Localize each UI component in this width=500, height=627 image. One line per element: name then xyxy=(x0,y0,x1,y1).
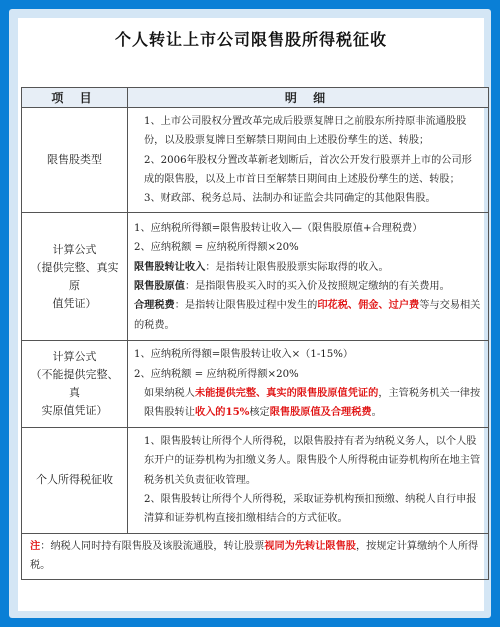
definition-text: ：是指转让限售股股票实际取得的收入。 xyxy=(205,261,389,273)
row-label-formula-with-proof xyxy=(22,213,128,341)
highlight-text: 未能提供完整、真实的限售股原值凭证的 xyxy=(194,387,379,400)
highlight-text: 限售股原值及合理税费 xyxy=(269,406,372,419)
formula-line: 1、应纳税所得额=限售股转让收入—（限售股原值+合理税费） xyxy=(134,223,423,235)
definition-line xyxy=(134,258,482,277)
table-row xyxy=(22,108,489,213)
page-title: 个人转让上市公司限售股所得税征收 xyxy=(114,29,387,49)
definition-term: 限售股转让收入 xyxy=(134,260,206,273)
row-label-restricted-type: 限售股类型 xyxy=(22,108,128,213)
row-label-formula-without-proof xyxy=(22,341,128,427)
row-label-tax-collection: 个人所得税征收 xyxy=(22,427,128,533)
tax-table xyxy=(21,87,489,580)
label-line: 实原值凭证） xyxy=(41,404,108,418)
list-item: 1、限售股转让所得个人所得税，以限售股持有者为纳税义务人，以个人股东开户的证券机构为扣缴义务人。限售股个人所得税由证券机构所在地主管税务机关负责征收管理。 xyxy=(144,435,481,486)
row-content xyxy=(128,341,489,427)
label-line: 计算公式 xyxy=(52,350,97,364)
list-item: 2、限售股转让所得个人所得税，采取证券机构预扣预缴、纳税人自行申报清算和证券机构直接扣缴相结合的方式征收。 xyxy=(144,493,477,525)
header-item: 项 目 xyxy=(22,88,128,108)
formula-line: 2、应纳税额 = 应纳税所得额×20% xyxy=(134,242,299,254)
label-line: （不能提供完整、真 xyxy=(30,368,119,400)
row-content xyxy=(128,213,489,341)
note-text: ，按规定计算缴纳个人所得税。 xyxy=(30,540,479,572)
row-content xyxy=(128,108,489,213)
row-content xyxy=(128,427,489,533)
table-row xyxy=(22,427,489,533)
header-detail: 明 细 xyxy=(128,88,489,108)
table-row xyxy=(22,341,489,427)
note-text: ：纳税人同时持有限售股及该股流通股，转让股票 xyxy=(40,540,265,552)
note-row xyxy=(22,533,489,579)
label-line: （提供完整、真实原 xyxy=(30,260,119,292)
definition-text: 等与交易相关的税费。 xyxy=(134,300,481,331)
rule-text: 。 xyxy=(371,407,382,419)
rule-text: ，主管税务机关一律按限售股转让 xyxy=(144,388,481,419)
note-prefix: 注 xyxy=(30,539,41,552)
definition-line xyxy=(134,277,482,296)
highlight-text: 收入的15% xyxy=(194,406,250,419)
table-row xyxy=(22,213,489,341)
table-header-row xyxy=(22,88,489,108)
definition-text: ：是指限售股买入时的买入价及按照规定缴纳的有关费用。 xyxy=(184,280,450,292)
rule-text: 如果纳税人 xyxy=(144,388,195,400)
note-cell xyxy=(22,533,489,579)
formula-line: 1、应纳税所得额=限售股转让收入×（1-15%） xyxy=(134,349,354,361)
definition-term: 限售股原值 xyxy=(134,279,185,292)
rule-text: 核定 xyxy=(249,407,270,419)
highlight-text: 印花税、佣金、过户费 xyxy=(317,299,420,312)
note-highlight: 视同为先转让限售股 xyxy=(264,539,356,552)
definition-term: 合理税费 xyxy=(134,299,175,312)
definition-line xyxy=(134,296,482,335)
label-line: 计算公式 xyxy=(52,242,97,256)
list-item: 1、上市公司股权分置改革完成后股票复牌日之前股东所持原非流通股股份，以及股票复牌日至解禁日期间由上述股份孳生的送、转股； xyxy=(144,116,467,147)
rule-paragraph xyxy=(134,384,482,423)
list-item: 3、财政部、税务总局、法制办和证监会共同确定的其他限售股。 xyxy=(144,193,436,205)
formula-line: 2、应纳税额 = 应纳税所得额×20% xyxy=(134,368,299,380)
definition-text: ：是指转让限售股过程中发生的 xyxy=(174,300,318,312)
label-line: 值凭证） xyxy=(52,296,97,310)
list-item: 2、2006年股权分置改革新老划断后，首次公开发行股票并上市的公司形成的限售股，以及上市首日至解禁日期间由上述股份孳生的送、转股； xyxy=(144,154,472,185)
